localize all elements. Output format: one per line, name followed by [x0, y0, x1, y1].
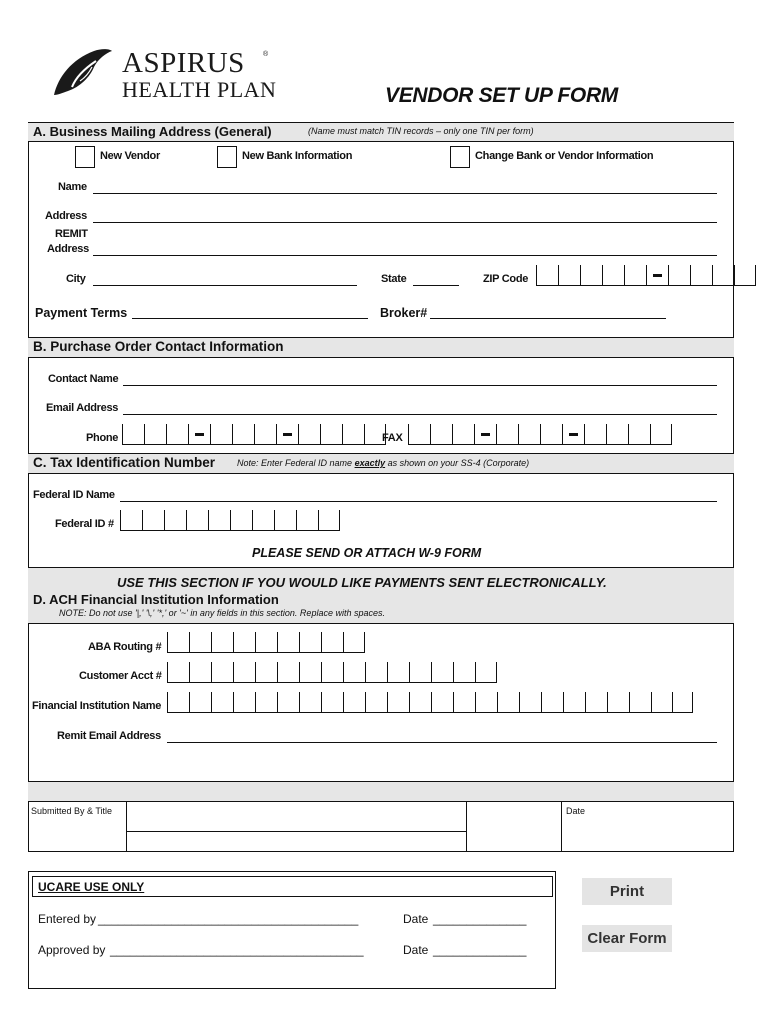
state-field[interactable]: [413, 285, 459, 286]
name-label: Name: [58, 181, 87, 193]
new-vendor-label: New Vendor: [100, 150, 160, 162]
section-a-header: [28, 122, 734, 142]
logo: [50, 45, 310, 105]
new-vendor-checkbox[interactable]: [75, 146, 95, 168]
submitted-by-label: Submitted By & Title: [31, 806, 113, 816]
remit-address-field[interactable]: [93, 255, 717, 256]
remit-email-field[interactable]: [167, 742, 717, 743]
city-field[interactable]: [93, 285, 357, 286]
aba-routing-field[interactable]: [167, 632, 365, 653]
approved-date-label: Date: [403, 943, 429, 957]
divider-band: [28, 781, 734, 802]
fax-label: FAX: [382, 432, 403, 444]
approved-by-field[interactable]: ______________________________________: [110, 943, 364, 957]
zip-label: ZIP Code: [483, 273, 529, 285]
entered-date-field[interactable]: ______________: [433, 912, 527, 926]
federal-id-field[interactable]: [120, 510, 340, 531]
zip-code-field[interactable]: [536, 265, 756, 286]
payment-terms-field[interactable]: [132, 318, 368, 319]
customer-acct-label: Customer Acct #: [79, 670, 162, 682]
brand-line1: ASPIRUS: [122, 47, 245, 79]
section-d-title: D. ACH Financial Institution Information: [33, 592, 279, 607]
date-label: Date: [566, 806, 586, 816]
section-c-note-emphasis: exactly: [354, 458, 386, 468]
form-title: VENDOR SET UP FORM: [385, 84, 619, 107]
approved-by-label: Approved by: [38, 943, 106, 957]
new-bank-checkbox[interactable]: [217, 146, 237, 168]
address-field[interactable]: [93, 222, 717, 223]
section-c-note-suffix: as shown on your SS-4 (Corporate): [385, 458, 530, 468]
name-field[interactable]: [93, 193, 717, 194]
section-c-note: [237, 458, 529, 468]
remit-label-1: REMIT: [55, 228, 88, 240]
remit-label-2: Address: [47, 243, 89, 255]
submitted-by-field[interactable]: [126, 801, 467, 832]
entered-by-field[interactable]: _______________________________________: [98, 912, 359, 926]
broker-field[interactable]: [430, 318, 666, 319]
section-d-note: NOTE: Do not use '|,' '\,' '*,' or '~' in any fields in this section. Replace with spaces.: [59, 608, 385, 618]
fin-inst-label: Financial Institution Name: [32, 700, 162, 712]
contact-name-label: Contact Name: [48, 373, 119, 385]
clear-form-button[interactable]: Clear Form: [582, 925, 672, 952]
section-c-header: [28, 453, 734, 474]
section-c-title: C. Tax Identification Number: [33, 455, 216, 470]
phone-field[interactable]: [122, 424, 386, 445]
change-info-label: Change Bank or Vendor Information: [475, 150, 654, 162]
broker-label: Broker#: [380, 306, 428, 320]
section-b-title: B. Purchase Order Contact Information: [33, 339, 284, 354]
email-field[interactable]: [123, 414, 717, 415]
w9-notice: PLEASE SEND OR ATTACH W-9 FORM: [252, 546, 482, 560]
change-info-checkbox[interactable]: [450, 146, 470, 168]
section-c-note-prefix: Note: Enter Federal ID name: [237, 458, 355, 468]
section-b-header: [28, 337, 734, 358]
date-divider: [561, 801, 562, 852]
financial-institution-field[interactable]: [167, 692, 693, 713]
brand-line2: HEALTH PLAN: [122, 77, 277, 102]
federal-id-name-field[interactable]: [120, 501, 717, 502]
section-d-banner: USE THIS SECTION IF YOU WOULD LIKE PAYMENTS SENT ELECTRONICALLY.: [117, 575, 607, 590]
customer-acct-field[interactable]: [167, 662, 497, 683]
new-bank-label: New Bank Information: [242, 150, 353, 162]
federal-id-name-label: Federal ID Name: [33, 489, 115, 501]
entered-date-label: Date: [403, 912, 429, 926]
section-a-title: A. Business Mailing Address (General): [33, 124, 272, 139]
leaf-logo-icon: [50, 47, 114, 99]
state-label: State: [381, 273, 407, 285]
section-a-note: (Name must match TIN records – only one TIN per form): [308, 126, 534, 136]
entered-by-label: Entered by: [38, 912, 97, 926]
trademark: ®: [263, 51, 269, 58]
city-label: City: [66, 273, 86, 285]
approved-date-field[interactable]: ______________: [433, 943, 527, 957]
ucare-title: UCARE USE ONLY: [38, 880, 145, 894]
contact-name-field[interactable]: [123, 385, 717, 386]
address-label: Address: [45, 210, 87, 222]
section-d-header: [28, 567, 734, 624]
print-button[interactable]: Print: [582, 878, 672, 905]
remit-email-label: Remit Email Address: [57, 730, 161, 742]
payment-terms-label: Payment Terms: [35, 306, 128, 320]
title-field[interactable]: [126, 832, 467, 852]
fax-field[interactable]: [408, 424, 672, 445]
email-label: Email Address: [46, 402, 119, 414]
phone-label: Phone: [86, 432, 119, 444]
aba-label: ABA Routing #: [88, 641, 162, 653]
federal-id-label: Federal ID #: [55, 518, 114, 530]
